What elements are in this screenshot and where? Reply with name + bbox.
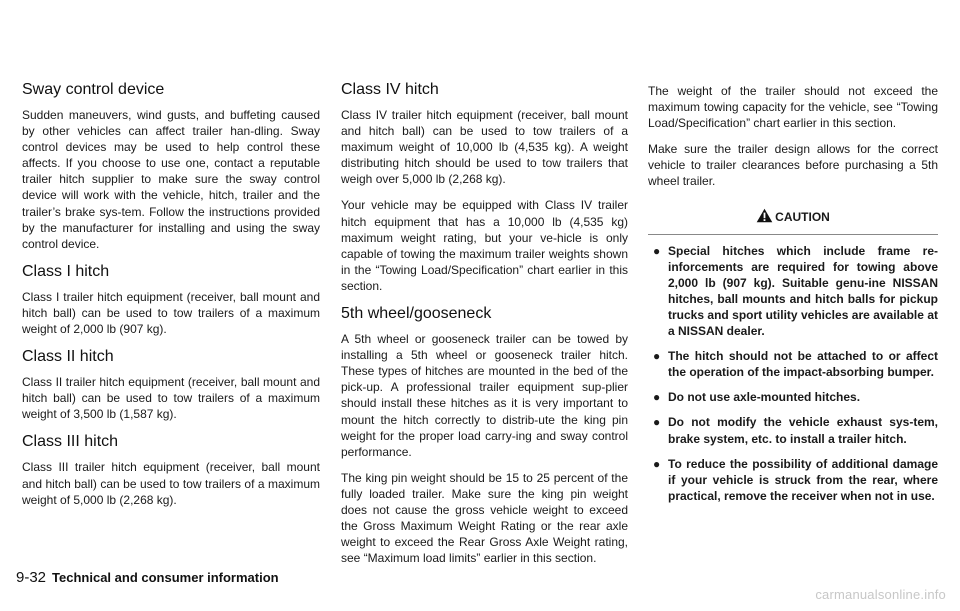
page-number: 9-32 (16, 569, 47, 586)
caution-item-text: Do not modify the vehicle exhaust sys-tem, brake system, etc. to install a trailer hitch. (668, 415, 938, 446)
caution-item-text: The hitch should not be attached to or affect the operation of the impact-absorbing bumper. (668, 349, 938, 380)
bullet-icon: ● (653, 390, 661, 405)
caution-heading (648, 208, 938, 228)
section-title-class-2: Class II hitch (22, 348, 114, 366)
paragraph-sway-control: Sudden maneuvers, wind gusts, and buffeting caused by other vehicles can affect trailer han-dling. Sway control devices may be used to help control these affects. If you choose to use one, contact a reputable trailer hitch supplier to make sure the sway control device will work with the vehicle, hitch, trailer and the trailer’s brake sys-tem. Follow the instructions provided by the manufacturer for installing and using the sway control device. (22, 108, 320, 251)
bullet-icon: ● (653, 349, 661, 364)
section-title-class-1: Class I hitch (22, 262, 110, 280)
caution-divider (648, 234, 938, 235)
warning-triangle-icon (756, 208, 773, 228)
paragraph-trailer-weight: The weight of the trailer should not exceed the maximum towing capacity for the vehicle, see “Towing Load/Specification” chart earlier in this section. (648, 84, 938, 131)
section-title-class-3: Class III hitch (22, 433, 119, 451)
paragraph-5th-wheel-a: A 5th wheel or gooseneck trailer can be towed by installing a 5th wheel or gooseneck trailer hitch. These types of hitches are mounted in the bed of the pick-up. A professional trailer equipment sup-plier should install these hitches as it is very important to mount the hitch correctly to distrib-ute the king pin weight for the proper load carry-ing and sway control performance. (341, 332, 628, 459)
caution-item-text: Special hitches which include frame re-inforcements are required for towing above 2,000 lb (907 kg). Suitable genu-ine NISSAN hitches, ball mounts and hitch balls for pickup trucks and sport utility vehicles are available at a NISSAN dealer. (668, 243, 938, 339)
column-left (22, 80, 320, 518)
caution-label: CAUTION (775, 209, 830, 224)
paragraph-5th-wheel-b: The king pin weight should be 15 to 25 percent of the fully loaded trailer. Make sure the king pin weight does not cause the gross vehicle weight to exceed the Gross Maximum Weight Rating or the rear axle weight to exceed the Rear Gross Axle Weight rating, see “Maximum load limits” earlier in this section. (341, 470, 628, 566)
caution-item-text: Do not use axle-mounted hitches. (668, 390, 861, 405)
column-right (648, 83, 938, 513)
caution-item (648, 414, 938, 446)
watermark-text: carmanualsonline.info (815, 587, 946, 602)
section-title-5th-wheel: 5th wheel/gooseneck (341, 305, 492, 323)
caution-item (648, 348, 938, 380)
paragraph-class-1: Class I trailer hitch equipment (receiver, ball mount and hitch ball) can be used to tow trailers of a maximum weight of 2,000 lb (907 kg). (22, 289, 320, 337)
caution-item (648, 243, 938, 340)
caution-item (648, 389, 938, 405)
paragraph-trailer-design: Make sure the trailer design allows for the correct vehicle to trailer clearances before purchasing a 5th wheel trailer. (648, 142, 938, 189)
bullet-icon: ● (653, 415, 661, 430)
paragraph-class-3: Class III trailer hitch equipment (receiver, ball mount and hitch ball) can be used to tow trailers of a maximum weight of 5,000 lb (2,268 kg). (22, 460, 320, 507)
bullet-icon: ● (653, 243, 661, 258)
bullet-icon: ● (653, 456, 661, 471)
paragraph-class-2: Class II trailer hitch equipment (receiver, ball mount and hitch ball) can be used to tow trailers of a maximum weight of 3,500 lb (1,587 kg). (22, 375, 320, 422)
caution-item (648, 456, 938, 504)
caution-item-text: To reduce the possibility of additional damage if your vehicle is struck from the rear, where practical, remove the receiver when not in use. (668, 456, 938, 503)
caution-list (648, 243, 938, 504)
section-title-class-4: Class IV hitch (341, 81, 439, 98)
section-title-sway-control: Sway control device (22, 81, 165, 98)
page-footer (16, 569, 279, 587)
paragraph-class-4-a: Class IV trailer hitch equipment (receiver, ball mount and hitch ball) can be used to tow trailers of a maximum weight of 10,000 lb (4,535 kg). A weight distributing hitch should be used to tow trailers that weigh over 5,000 lb (2,268 kg). (341, 108, 628, 187)
chapter-label: Technical and consumer information (52, 570, 279, 585)
column-middle (341, 80, 628, 576)
paragraph-class-4-b: Your vehicle may be equipped with Class IV trailer hitch equipment that has a 10,000 lb (4,535 kg) maximum weight rating, but your ve-hicle is only capable of towing the maximum trailer weights shown in the “Towing Load/Specification” chart earlier in this section. (341, 198, 628, 293)
